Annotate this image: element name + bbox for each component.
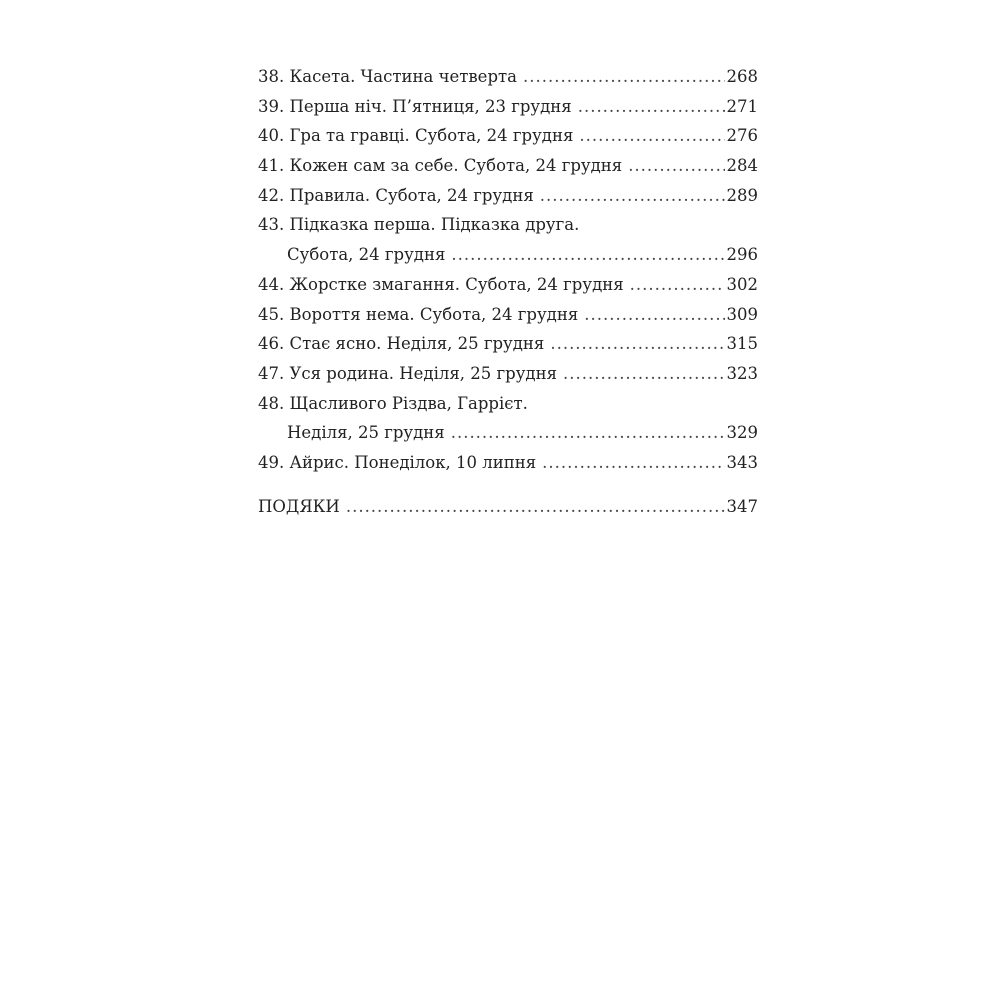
dot-leader [578, 92, 725, 122]
toc-entry-46 [258, 329, 758, 359]
toc-entry-39 [258, 92, 758, 122]
toc-page-number: 271 [726, 96, 758, 116]
toc-entry-40 [258, 121, 758, 151]
toc-page-number: 268 [726, 67, 758, 86]
toc-line [258, 329, 758, 359]
toc-entry-title-continued: Субота, 24 грудня [287, 245, 446, 265]
toc-line [258, 151, 758, 181]
toc-line [258, 300, 758, 330]
toc-entry-title: 43. Підказка перша. Підказка друга. [258, 215, 580, 235]
toc-line [258, 359, 758, 389]
toc-entry-title: 40. Гра та гравці. Субота, 24 грудня [258, 126, 574, 146]
toc-page-number: 289 [726, 185, 758, 205]
toc-entry-48 [258, 389, 758, 448]
dot-leader [451, 418, 725, 448]
toc-entry-49 [258, 448, 758, 478]
toc-page-number: 309 [726, 304, 758, 324]
toc-line-continued [258, 418, 758, 448]
toc-line [258, 492, 758, 522]
toc-line [258, 270, 758, 300]
toc-entry-44 [258, 270, 758, 300]
toc-entry-38 [258, 62, 758, 92]
toc-entry-title: 39. Перша ніч. П’ятниця, 23 грудня [258, 96, 572, 116]
toc-line [258, 389, 758, 419]
toc-entry-title: ПОДЯКИ [258, 496, 340, 516]
toc-page-number: 347 [726, 496, 758, 516]
toc-page-number: 296 [726, 245, 758, 265]
dot-leader [451, 240, 724, 270]
dot-leader [584, 300, 724, 330]
toc-entry-title: 45. Вороття нема. Субота, 24 грудня [258, 304, 579, 324]
toc-entry-47 [258, 359, 758, 389]
toc-page-number: 323 [726, 363, 758, 383]
toc-entry-title: 47. Уся родина. Неділя, 25 грудня [258, 363, 557, 383]
dot-leader [550, 329, 724, 359]
dot-leader [523, 62, 725, 92]
toc-line [258, 62, 758, 92]
toc-page-number: 284 [726, 156, 758, 176]
table-of-contents [258, 62, 758, 521]
toc-page-number: 343 [726, 452, 758, 472]
toc-entry-title: 42. Правила. Субота, 24 грудня [258, 185, 534, 205]
toc-page-number: 302 [726, 274, 758, 294]
dot-leader [542, 448, 724, 478]
toc-entry-title: 38. Касета. Частина четверта [258, 67, 517, 86]
dot-leader [540, 181, 725, 211]
toc-line [258, 181, 758, 211]
toc-entry-title: 44. Жорстке змагання. Субота, 24 грудня [258, 274, 624, 294]
toc-line-continued [258, 240, 758, 270]
toc-line [258, 448, 758, 478]
toc-page-number: 276 [726, 126, 758, 146]
toc-page-number: 315 [726, 334, 758, 354]
toc-entry-41 [258, 151, 758, 181]
toc-entry-42 [258, 181, 758, 211]
toc-entry-title: 46. Стає ясно. Неділя, 25 грудня [258, 334, 545, 354]
toc-entry-acknowledgements [258, 492, 758, 522]
dot-leader [628, 151, 724, 181]
toc-entry-title-continued: Неділя, 25 грудня [287, 423, 445, 443]
toc-line [258, 210, 758, 240]
toc-entry-45 [258, 300, 758, 330]
toc-line [258, 121, 758, 151]
toc-entry-title: 41. Кожен сам за себе. Субота, 24 грудня [258, 156, 623, 176]
toc-line [258, 92, 758, 122]
toc-page-number: 329 [726, 423, 758, 443]
dot-leader [563, 359, 725, 389]
dot-leader [579, 121, 724, 151]
toc-entry-title: 49. Айрис. Понеділок, 10 липня [258, 452, 537, 472]
toc-entry-43 [258, 210, 758, 269]
toc-entry-title: 48. Щасливого Різдва, Гаррієт. [258, 393, 528, 413]
dot-leader [630, 270, 725, 300]
dot-leader [346, 492, 725, 522]
